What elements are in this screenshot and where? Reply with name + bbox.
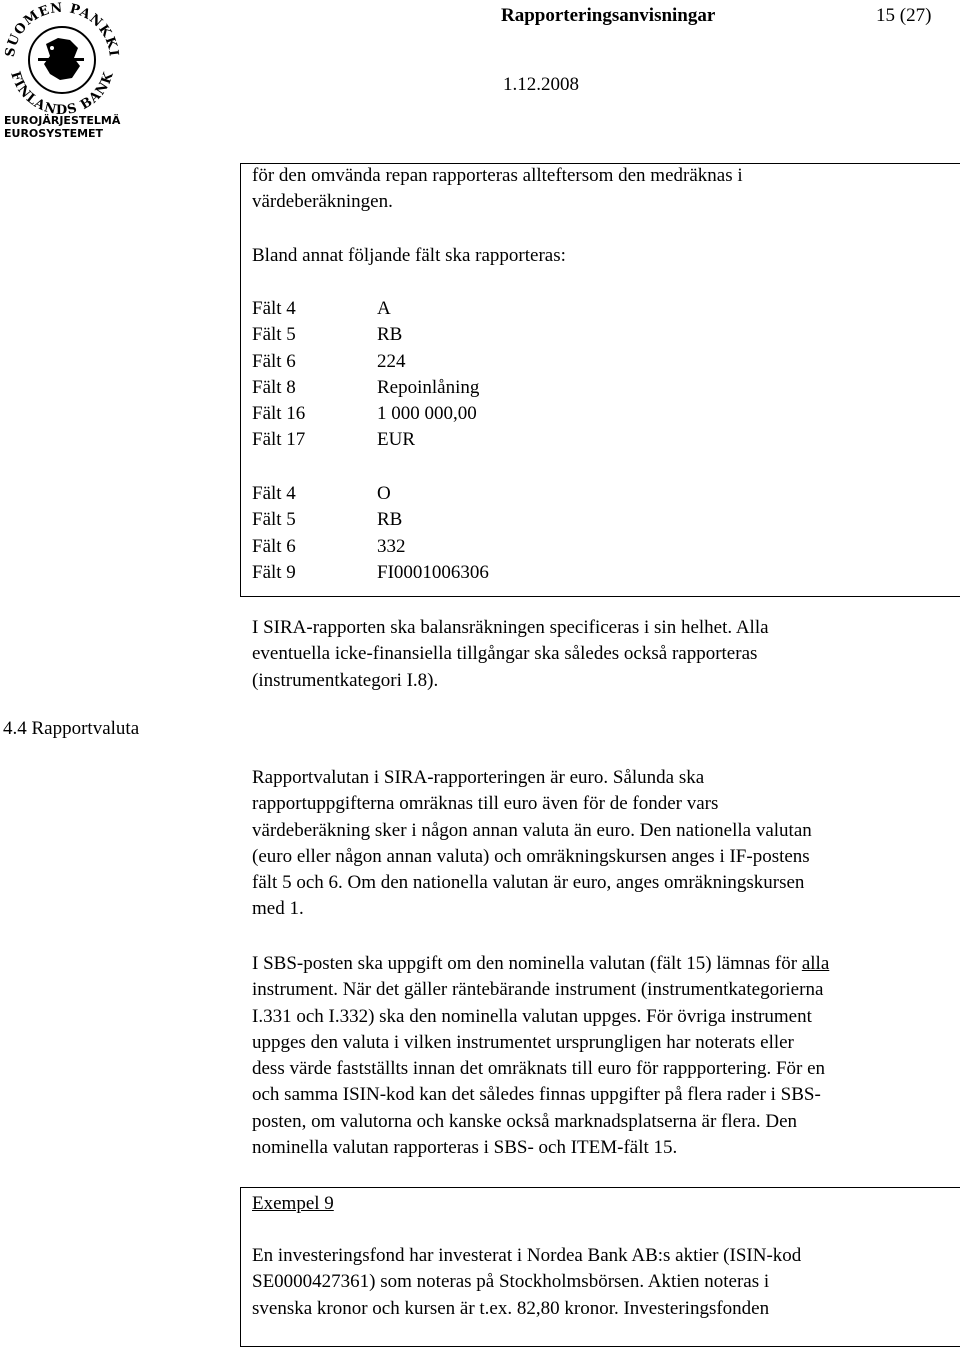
field-name: Fält 17 bbox=[252, 429, 306, 451]
text-line: (instrumentkategori I.8). bbox=[252, 669, 439, 691]
field-value: FI0001006306 bbox=[377, 561, 489, 583]
field-values-group2 bbox=[377, 481, 489, 586]
text-line: dess värde fastställts innan det omräknats till euro för rappportering. För en bbox=[252, 1058, 826, 1080]
field-value: EUR bbox=[377, 429, 415, 451]
logo-arc-top: SUOMEN PANKKI bbox=[2, 0, 121, 59]
text-line: En investeringsfond har investerat i Nordea Bank AB:s aktier (ISIN-kod bbox=[252, 1245, 802, 1266]
example-9-title: Exempel 9 bbox=[252, 1193, 334, 1214]
field-names-group1 bbox=[252, 296, 305, 454]
bank-logo bbox=[0, 0, 124, 140]
text-line: med 1. bbox=[252, 898, 304, 920]
field-value: 224 bbox=[377, 350, 406, 372]
field-value: RB bbox=[377, 324, 403, 346]
text-line: I SIRA-rapporten ska balansräkningen specificeras i sin helhet. Alla bbox=[252, 617, 769, 638]
currency-paragraph-2 bbox=[252, 951, 952, 1161]
field-list-intro: Bland annat följande fält ska rapporteras: bbox=[252, 245, 566, 266]
field-name: Fält 8 bbox=[252, 376, 296, 398]
page-number: 15 (27) bbox=[876, 5, 932, 26]
field-value: RB bbox=[377, 509, 403, 531]
lion-emblem-icon bbox=[38, 38, 84, 80]
text-line: fält 5 och 6. Om den nationella valutan är euro, anges omräkningskursen bbox=[252, 872, 805, 894]
sira-paragraph bbox=[252, 615, 952, 694]
text-line: instrument. När det gäller räntebärande instrument (instrumentkategorierna bbox=[252, 979, 824, 1001]
field-value: Repoinlåning bbox=[377, 376, 480, 398]
field-value: 332 bbox=[377, 535, 406, 557]
field-name: Fält 4 bbox=[252, 298, 296, 319]
field-name: Fält 16 bbox=[252, 403, 306, 425]
text-line: Rapportvalutan i SIRA-rapporteringen är euro. Sålunda ska bbox=[252, 767, 705, 788]
text-line: nominella valutan rapporteras i SBS- och ITEM-fält 15. bbox=[252, 1137, 678, 1159]
logo-line-3: EUROJÄRJESTELMÄ bbox=[4, 114, 121, 127]
text-line: uppges den valuta i vilken instrumentet ursprungligen har noterats eller bbox=[252, 1031, 794, 1053]
text-line: eventuella icke-finansiella tillgångar ska således också rapporteras bbox=[252, 643, 758, 665]
text-line: (euro eller någon annan valuta) och omräkningskursen anges i IF-postens bbox=[252, 845, 810, 867]
field-name: Fält 5 bbox=[252, 509, 296, 531]
text-line: för den omvända repan rapporteras allteftersom den medräknas i bbox=[252, 165, 743, 186]
text-line: SE0000427361) som noteras på Stockholmsbörsen. Aktien noteras i bbox=[252, 1271, 770, 1293]
section-heading: 4.4 Rapportvaluta bbox=[3, 718, 140, 739]
text-line bbox=[252, 951, 952, 977]
text-line: värdeberäkningen. bbox=[252, 191, 393, 213]
field-name: Fält 4 bbox=[252, 483, 296, 504]
text-span: I SBS-posten ska uppgift om den nominella valutan (fält 15) lämnas för bbox=[252, 953, 802, 974]
field-name: Fält 9 bbox=[252, 561, 296, 583]
text-line: rapportuppgifterna omräknas till euro även för de fonder vars bbox=[252, 793, 719, 815]
currency-paragraph-1 bbox=[252, 765, 952, 923]
field-name: Fält 6 bbox=[252, 535, 296, 557]
field-value: O bbox=[377, 483, 391, 504]
field-values-group1 bbox=[377, 296, 479, 454]
emphasis-all: alla bbox=[801, 953, 830, 974]
example-9-text bbox=[252, 1243, 952, 1322]
example-intro bbox=[252, 163, 952, 216]
field-value: A bbox=[377, 298, 391, 319]
logo-arc-bottom: FINLANDS BANK bbox=[7, 69, 117, 119]
text-line: svenska kronor och kursen är t.ex. 82,80 kronor. Investeringsfonden bbox=[252, 1297, 770, 1319]
field-value: 1 000 000,00 bbox=[377, 403, 477, 425]
text-line: posten, om valutorna och kanske också marknadsplatserna är flera. Den bbox=[252, 1110, 797, 1132]
text-line: I.331 och I.332) ska den nominella valutan uppges. För övriga instrument bbox=[252, 1005, 812, 1027]
logo-line-4: EUROSYSTEMET bbox=[4, 127, 104, 140]
example-box bbox=[240, 163, 960, 597]
field-name: Fält 5 bbox=[252, 324, 296, 346]
field-name: Fält 6 bbox=[252, 350, 296, 372]
text-line: och samma ISIN-kod kan det således finnas uppgifter på flera rader i SBS- bbox=[252, 1084, 821, 1106]
document-title: Rapporteringsanvisningar bbox=[501, 5, 716, 26]
document-date: 1.12.2008 bbox=[503, 74, 579, 95]
text-line: värdeberäkning sker i någon annan valuta än euro. Den nationella valutan bbox=[252, 819, 812, 841]
field-names-group2 bbox=[252, 481, 296, 586]
